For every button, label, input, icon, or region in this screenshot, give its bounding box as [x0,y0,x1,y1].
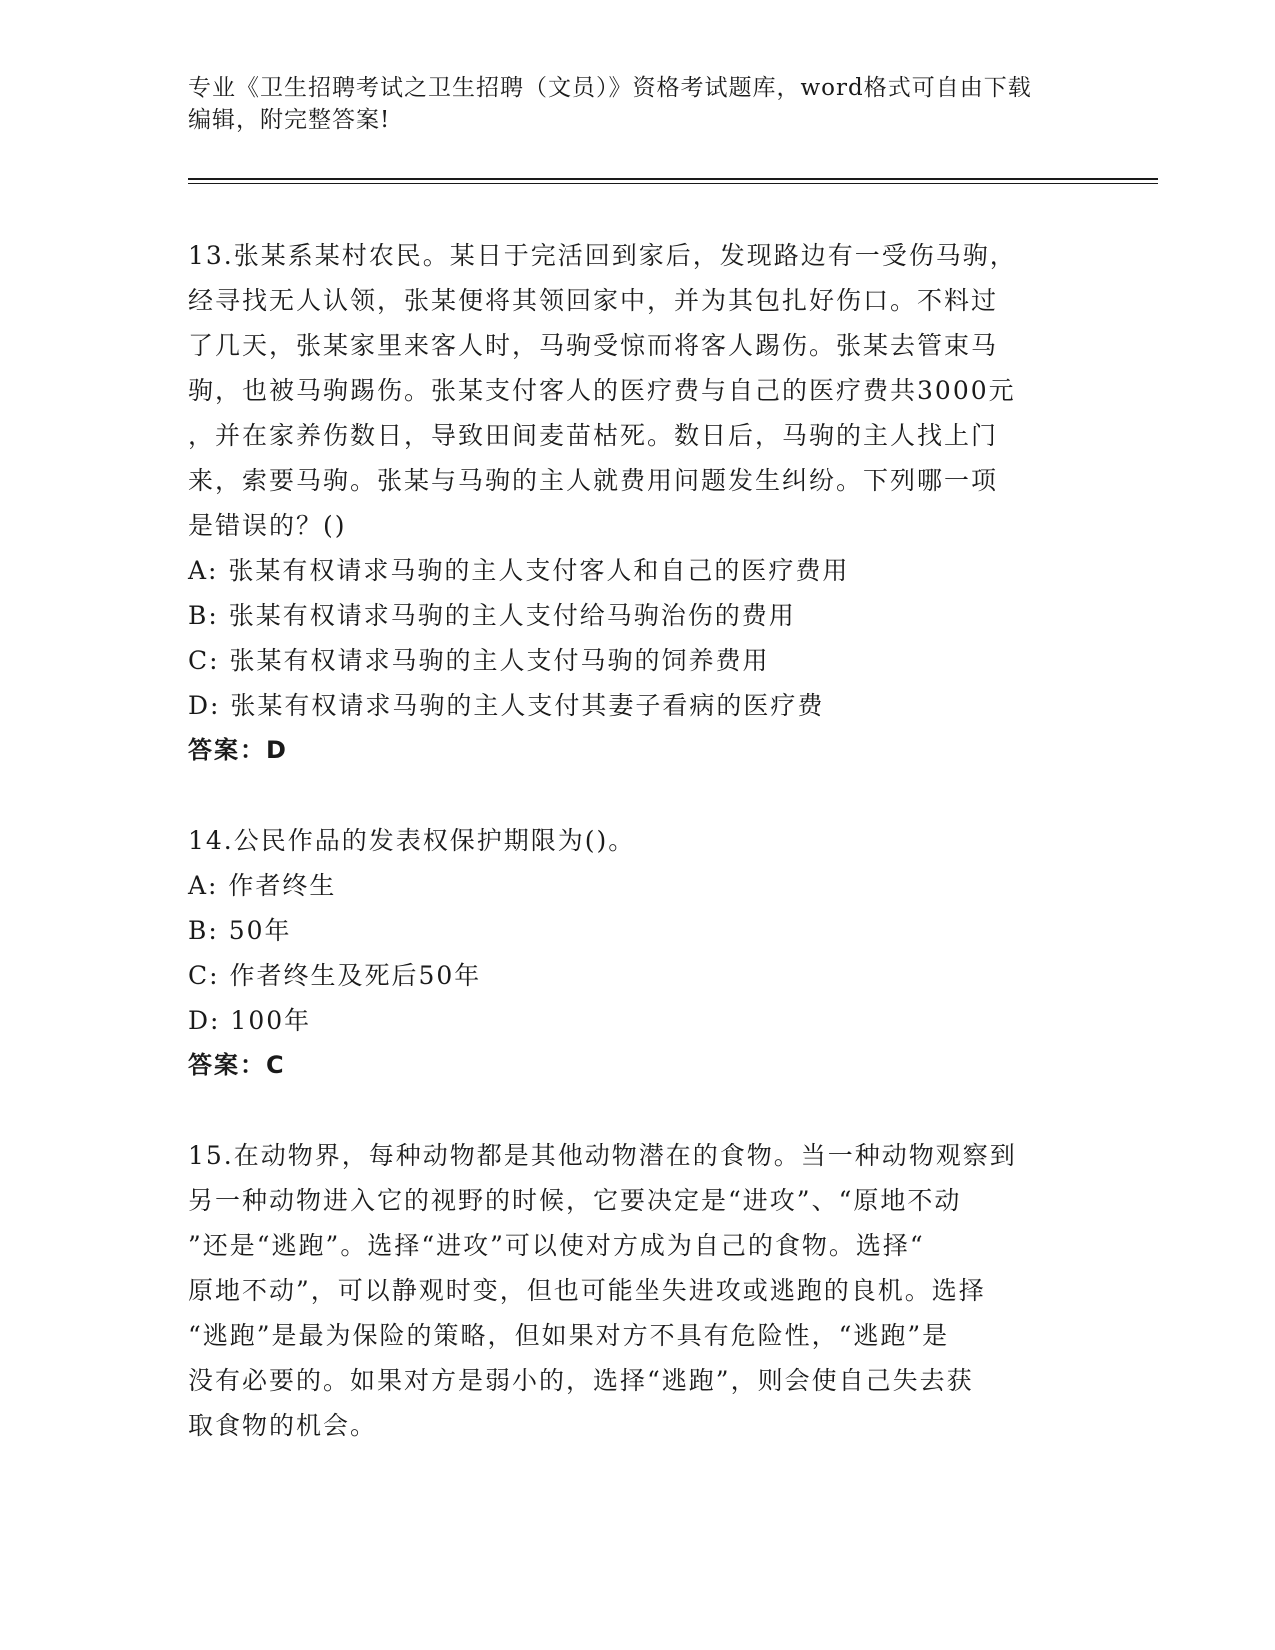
header-divider-thin [188,183,1158,184]
question-13 [188,233,1088,773]
option-a: A: 作者终生 [188,871,337,900]
header-divider [188,178,1158,180]
answer-label: 答案：C [188,1051,286,1079]
question-text: 13.张某系某村农民。某日于完活回到家后，发现路边有一受伤马驹， [188,241,1017,270]
question-text: “逃跑”是最为保险的策略，但如果对方不具有危险性，“逃跑”是 [188,1321,950,1350]
question-text: 另一种动物进入它的视野的时候，它要决定是“进攻”、“原地不动 [188,1186,962,1215]
question-text: 取食物的机会。 [188,1411,378,1440]
question-text: 了几天，张某家里来客人时，马驹受惊而将客人踢伤。张某去管束马 [188,331,999,360]
question-text: 14.公民作品的发表权保护期限为()。 [188,826,636,855]
header-line: 专业《卫生招聘考试之卫生招聘（文员）》资格考试题库，word格式可自由下载 [188,75,1032,101]
question-text: 15.在动物界，每种动物都是其他动物潜在的食物。当一种动物观察到 [188,1141,1017,1170]
option-b: B: 张某有权请求马驹的主人支付给马驹治伤的费用 [188,601,796,630]
option-c: C: 张某有权请求马驹的主人支付马驹的饲养费用 [188,646,770,675]
question-text: 没有必要的。如果对方是弱小的，选择“逃跑”，则会使自己失去获 [188,1366,974,1395]
option-d: D: 张某有权请求马驹的主人支付其妻子看病的医疗费 [188,691,825,720]
question-text: 来，索要马驹。张某与马驹的主人就费用问题发生纠纷。下列哪一项 [188,466,999,495]
question-14 [188,818,1088,1088]
question-text: 驹，也被马驹踢伤。张某支付客人的医疗费与自己的医疗费共3000元 [188,376,1016,405]
question-text: 是错误的？() [188,511,347,540]
question-list [188,233,1088,1448]
option-d: D: 100年 [188,1006,312,1035]
answer-label: 答案：D [188,736,288,764]
question-text: 经寻找无人认领，张某便将其领回家中，并为其包扎好伤口。不料过 [188,286,999,315]
option-c: C: 作者终生及死后50年 [188,961,482,990]
question-spacer [188,773,1088,818]
question-spacer [188,1088,1088,1133]
question-text: ，并在家养伤数日，导致田间麦苗枯死。数日后，马驹的主人找上门 [188,421,999,450]
option-a: A: 张某有权请求马驹的主人支付客人和自己的医疗费用 [188,556,850,585]
header-line: 编辑，附完整答案! [188,107,391,133]
question-text: ”还是“逃跑”。选择“进攻”可以使对方成为自己的食物。选择“ [188,1231,925,1260]
document-header [188,72,1088,136]
question-text: 原地不动”，可以静观时变，但也可能坐失进攻或逃跑的良机。选择 [188,1276,986,1305]
option-b: B: 50年 [188,916,292,945]
question-15 [188,1133,1088,1448]
